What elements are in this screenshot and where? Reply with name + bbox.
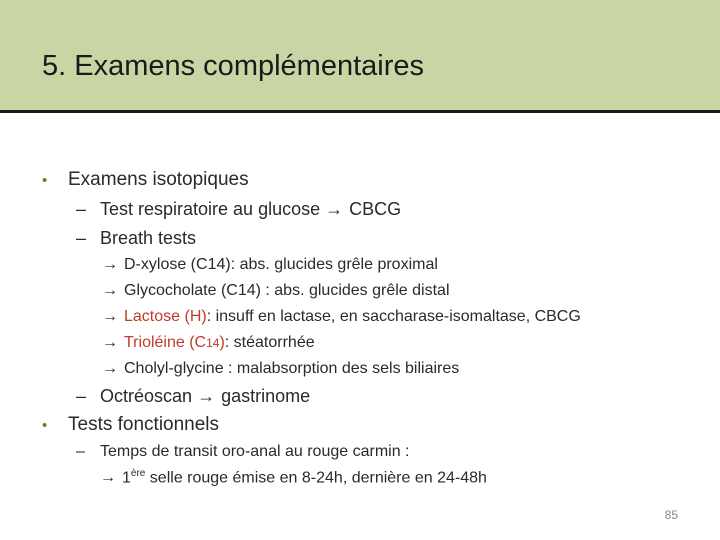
breath-test-d-xylose: → D-xylose (C14): abs. glucides grêle proximal: [102, 256, 438, 273]
bullet-icon: •: [42, 172, 48, 189]
item-temps-transit-detail: → 1ère selle rouge émise en 8-24h, dernière en 24-48h: [100, 468, 487, 487]
breath-test-lactose: → Lactose (H): insuff en lactase, en saccharase-isomaltase, CBCG: [102, 308, 581, 325]
arrow-right-icon: →: [100, 469, 116, 487]
breath-test-cholyl-glycine: → Cholyl-glycine : malabsorption des sels biliaires: [102, 360, 460, 377]
arrow-right-icon: →: [325, 199, 344, 219]
page-number: 85: [664, 508, 678, 522]
breath-test-glycocholate: → Glycocholate (C14) : abs. glucides grêle distal: [102, 282, 450, 299]
bullet-examens-isotopiques: • Examens isotopiques: [42, 169, 249, 190]
dash-icon: –: [76, 199, 87, 219]
arrow-right-icon: →: [102, 334, 118, 351]
arrow-right-icon: →: [102, 256, 118, 273]
arrow-right-icon: →: [197, 386, 216, 406]
dash-icon: –: [76, 228, 87, 248]
dash-icon: –: [76, 443, 85, 460]
arrow-right-icon: →: [102, 282, 118, 299]
breath-test-trioleine: → Trioléine (C14): stéatorrhée: [102, 334, 315, 351]
item-test-respiratoire: – Test respiratoire au glucose → CBCG: [76, 199, 402, 219]
item-octreoscan: – Octréoscan → gastrinome: [76, 386, 311, 406]
item-breath-tests: – Breath tests: [76, 228, 197, 248]
arrow-right-icon: →: [102, 360, 118, 377]
bullet-icon: •: [42, 417, 48, 434]
arrow-right-icon: →: [102, 308, 118, 325]
page-title: 5. Examens complémentaires: [42, 50, 424, 82]
dash-icon: –: [76, 386, 87, 406]
bullet-tests-fonctionnels: • Tests fonctionnels: [42, 414, 220, 435]
item-temps-transit: – Temps de transit oro-anal au rouge carmin :: [76, 443, 410, 460]
